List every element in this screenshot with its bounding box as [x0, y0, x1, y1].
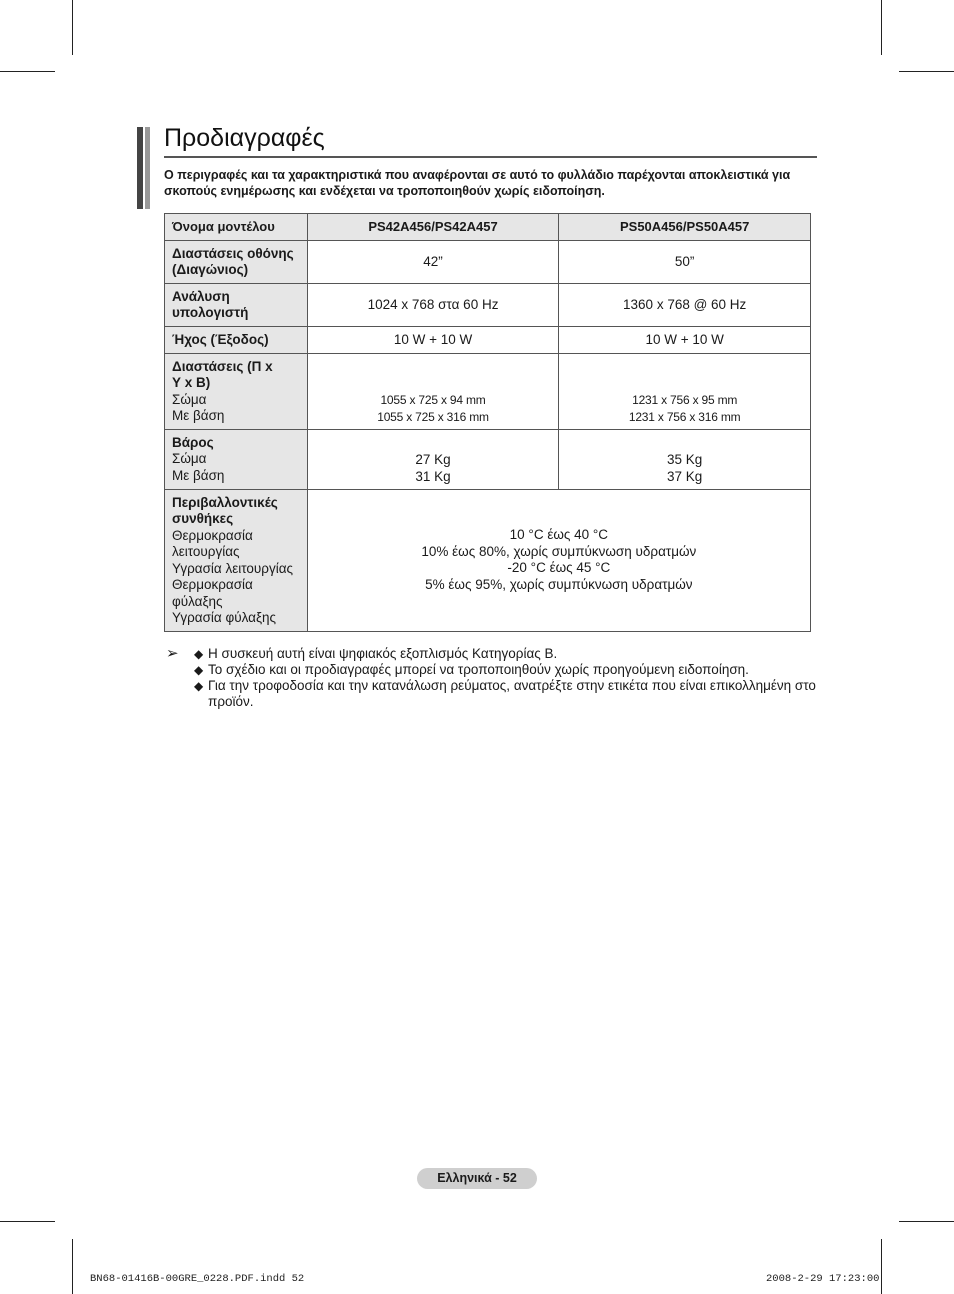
- crop-mark: [881, 0, 882, 55]
- label-line: Θερμοκρασία: [172, 527, 253, 543]
- table-row: [165, 327, 811, 354]
- dimensions-value-1: [307, 354, 559, 430]
- environment-value: [307, 490, 810, 632]
- notes-section: [166, 646, 816, 710]
- dimensions-value-2: [559, 354, 811, 430]
- table-row: [165, 354, 811, 430]
- diamond-bullet-icon: ◆: [194, 679, 204, 693]
- list-item: [194, 646, 816, 662]
- note-text: Το σχέδιο και οι προδιαγραφές μπορεί να τροποποιηθούν χωρίς προηγούμενη ειδοποίηση.: [208, 662, 749, 677]
- crop-mark: [0, 1221, 55, 1222]
- crop-mark: [72, 0, 73, 55]
- label-line: Διαστάσεις οθόνης: [172, 245, 294, 261]
- value-line: 1231 x 756 x 95 mm: [632, 393, 738, 407]
- page-title: Προδιαγραφές: [164, 124, 325, 152]
- label-line: Ήχος (Έξοδος): [172, 331, 269, 347]
- label-line: Ανάλυση: [172, 288, 230, 304]
- label-line: Με βάση: [172, 408, 225, 423]
- resolution-value-2: 1360 x 768 @ 60 Hz: [559, 284, 811, 327]
- title-rule: [164, 156, 817, 158]
- footer-file: BN68-01416B-00GRE_0228.PDF.indd 52: [90, 1273, 305, 1285]
- value-line: 10% έως 80%, χωρίς συμπύκνωση υδρατμών: [421, 543, 697, 559]
- weight-value-1: [307, 430, 559, 490]
- list-item: [194, 678, 816, 710]
- label-line: Υ x Β): [172, 375, 211, 390]
- value-line: 35 Kg: [667, 452, 703, 467]
- value-line: -20 °C έως 45 °C: [507, 560, 611, 575]
- notes-list: [166, 646, 816, 710]
- label-line: φύλαξης: [172, 593, 223, 609]
- crop-mark: [899, 1221, 954, 1222]
- list-item: [194, 662, 816, 678]
- screen-value-2: 50”: [559, 241, 811, 284]
- row-label: [165, 284, 308, 327]
- crop-mark: [72, 1239, 73, 1294]
- table-row: [165, 241, 811, 284]
- crop-mark: [0, 71, 55, 72]
- crop-mark: [899, 71, 954, 72]
- diamond-bullet-icon: ◆: [194, 647, 204, 661]
- footer-date: 2008-2-29 17:23:00: [766, 1273, 880, 1285]
- value-line: 31 Kg: [415, 468, 451, 484]
- row-label: [165, 327, 308, 354]
- row-label: [165, 430, 308, 490]
- table-row: [165, 284, 811, 327]
- weight-value-2: [559, 430, 811, 490]
- row-label: [165, 354, 308, 430]
- sound-value-1: 10 W + 10 W: [307, 327, 559, 354]
- note-arrow-icon: ➢: [166, 645, 179, 662]
- value-line: 1231 x 756 x 316 mm: [628, 409, 741, 424]
- table-row: [165, 430, 811, 490]
- label-line: Υγρασία φύλαξης: [172, 610, 277, 625]
- label-line: Σώμα: [172, 451, 207, 467]
- label-line: Με βάση: [172, 467, 225, 483]
- label-line: συνθήκες: [172, 511, 234, 526]
- label-line: υπολογιστή: [172, 305, 249, 320]
- resolution-value-1: 1024 x 768 στα 60 Hz: [307, 284, 559, 327]
- sound-value-2: 10 W + 10 W: [559, 327, 811, 354]
- label-line: Βάρος: [172, 434, 214, 450]
- crop-mark: [881, 1239, 882, 1294]
- value-line: 10 °C έως 40 °C: [509, 527, 609, 542]
- table-row: [165, 490, 811, 632]
- label-line: (Διαγώνιος): [172, 262, 249, 277]
- section-side-bar: [137, 127, 151, 209]
- diamond-bullet-icon: ◆: [194, 663, 204, 677]
- spec-table: [164, 213, 811, 632]
- label-line: Περιβαλλοντικές: [172, 494, 278, 510]
- header-model-2: PS50A456/PS50A457: [559, 214, 811, 241]
- note-text: Η συσκευή αυτή είναι ψηφιακός εξοπλισμός Κατηγορίας B.: [208, 646, 558, 661]
- value-line: 37 Kg: [667, 468, 703, 484]
- header-label: Όνομα μοντέλου: [165, 214, 308, 241]
- page-number-badge: Ελληνικά - 52: [417, 1168, 537, 1189]
- value-line: 1055 x 725 x 316 mm: [377, 409, 489, 424]
- note-text: Για την τροφοδοσία και την κατανάλωση ρεύματος, ανατρέξτε στην ετικέτα που είναι επικολλημένη στο προϊόν.: [208, 678, 816, 709]
- label-line: Θερμοκρασία: [172, 577, 253, 592]
- row-label: [165, 241, 308, 284]
- label-line: λειτουργίας: [172, 544, 240, 559]
- table-row: [165, 214, 811, 241]
- row-label: [165, 490, 308, 632]
- label-line: Διαστάσεις (Π x: [172, 358, 273, 374]
- screen-value-1: 42”: [307, 241, 559, 284]
- value-line: 1055 x 725 x 94 mm: [380, 393, 486, 407]
- header-model-1: PS42A456/PS42A457: [307, 214, 559, 241]
- value-line: 5% έως 95%, χωρίς συμπύκνωση υδρατμών: [425, 576, 693, 592]
- label-line: Υγρασία λειτουργίας: [172, 560, 294, 576]
- label-line: Σώμα: [172, 391, 207, 407]
- value-line: 27 Kg: [415, 452, 451, 467]
- intro-text: Ο περιγραφές και τα χαρακτηριστικά που αναφέρονται σε αυτό το φυλλάδιο παρέχονται αποκλειστικά για σκοπούς ενημέρωσης και ενδέχεται να τροποποιηθούν χωρίς ειδοποίηση.: [164, 168, 791, 198]
